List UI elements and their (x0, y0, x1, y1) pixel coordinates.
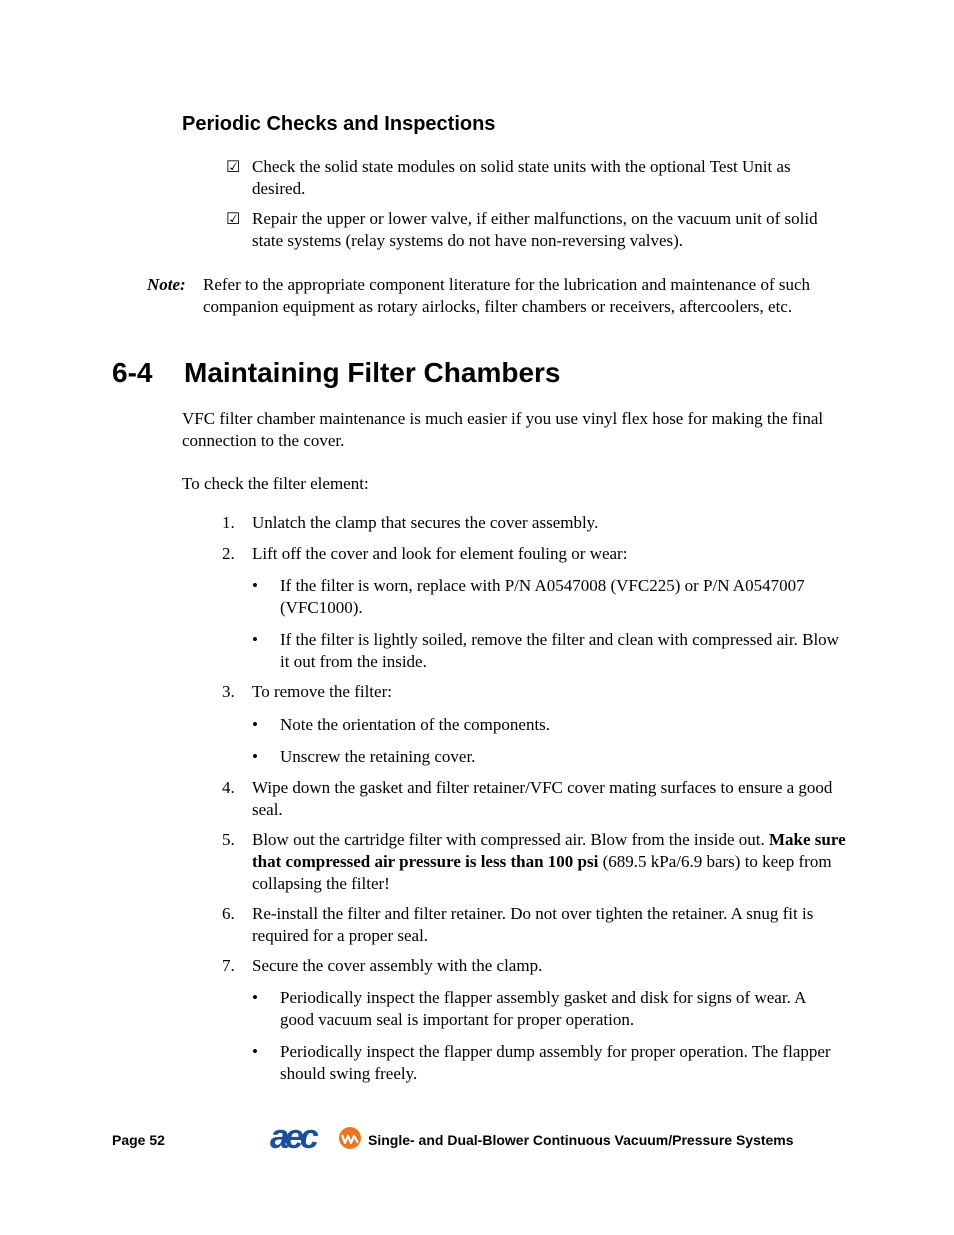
aec-logo (270, 1122, 364, 1157)
step-text-plain: Blow out the cartridge filter with compressed air. Blow from the inside out. (252, 830, 769, 849)
bullet-text: Periodically inspect the flapper assembly gasket and disk for signs of wear. A good vacuum seal is important for proper operation. (280, 988, 806, 1029)
bullet-icon: • (252, 1042, 258, 1061)
check-item-text: Check the solid state modules on solid state units with the optional Test Unit as desired. (252, 157, 791, 198)
step-text-warning: Make sure that compressed air pressure is less than 100 psi (252, 830, 846, 871)
bullet-text: Periodically inspect the flapper dump assembly for proper operation. The flapper should swing freely. (280, 1042, 831, 1083)
aec-logo-icon (270, 1122, 364, 1152)
document-title: Single- and Dual-Blower Continuous Vacuum/Pressure Systems (368, 1132, 794, 1148)
step-number: 4. (222, 778, 235, 797)
note-label: Note: (147, 275, 186, 294)
intro-paragraph: VFC filter chamber maintenance is much easier if you use vinyl flex hose for making the final connection to the cover. (182, 409, 824, 450)
lead-paragraph: To check the filter element: (182, 474, 369, 493)
step-text-plain: (689.5 kPa/6.9 bars) to keep from collapsing the filter! (252, 852, 832, 893)
check-item-text: Repair the upper or lower valve, if either malfunctions, on the vacuum unit of solid state systems (relay systems do not have non-reversing valves). (252, 209, 818, 250)
step-text: Unlatch the clamp that secures the cover assembly. (252, 513, 599, 532)
step-number: 2. (222, 544, 235, 563)
step-number: 3. (222, 682, 235, 701)
section-heading: Periodic Checks and Inspections (182, 113, 496, 135)
bullet-icon: • (252, 630, 258, 649)
bullet-icon: • (252, 715, 258, 734)
logo-wordmark: aec (270, 1122, 315, 1152)
note-text: Refer to the appropriate component literature for the lubrication and maintenance of such companion equipment as rotary airlocks, filter chambers or receivers, aftercoolers, etc. (203, 275, 811, 316)
bullet-text: If the filter is lightly soiled, remove the filter and clean with compressed air. Blow it out from the inside. (280, 630, 839, 671)
step-number: 7. (222, 956, 235, 975)
chapter-heading (112, 357, 561, 389)
bullet-text: If the filter is worn, replace with P/N A0547008 (VFC225) or P/N A0547007 (VFC1000). (280, 576, 805, 617)
step-text: Wipe down the gasket and filter retainer/VFC cover mating surfaces to ensure a good seal. (252, 778, 833, 819)
bullet-text: Unscrew the retaining cover. (280, 747, 476, 766)
step-number: 6. (222, 904, 235, 923)
step-text: To remove the filter: (252, 682, 392, 701)
step-text: Lift off the cover and look for element fouling or wear: (252, 544, 628, 563)
step-text: Re-install the filter and filter retainer. Do not over tighten the retainer. A snug fit is required for a proper seal. (252, 904, 814, 945)
bullet-text: Note the orientation of the components. (280, 715, 551, 734)
bullet-icon: • (252, 747, 258, 766)
step-number: 1. (222, 513, 235, 532)
chapter-number: 6-4 (112, 357, 153, 388)
bullet-icon: • (252, 988, 258, 1007)
bullet-icon: • (252, 576, 258, 595)
step-number: 5. (222, 830, 235, 849)
chapter-title: Maintaining Filter Chambers (184, 357, 561, 388)
step-text (252, 829, 847, 895)
checkbox-icon: ☑ (226, 159, 241, 176)
page-number: Page 52 (112, 1132, 165, 1148)
step-text: Secure the cover assembly with the clamp. (252, 956, 543, 975)
checkbox-icon: ☑ (226, 211, 241, 228)
